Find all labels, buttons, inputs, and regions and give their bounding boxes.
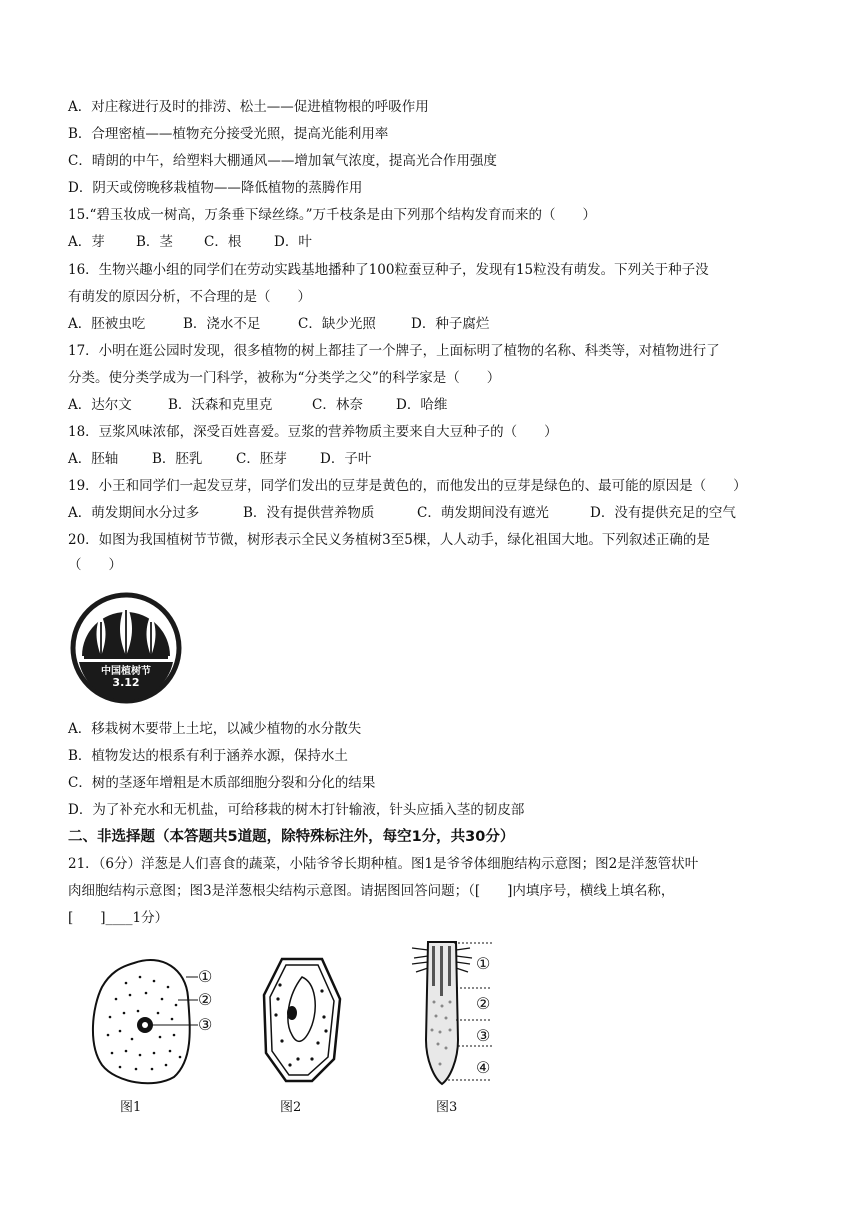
q16-options <box>68 315 489 333</box>
figure-3-caption: 图3 <box>436 1100 458 1115</box>
fig1-label-1: ① <box>198 967 213 986</box>
q20-stem-line1: 20．如图为我国植树节节微，树形表示全民义务植树3至5棵，人人动手，绿化祖国大地。下列叙述正确的是 <box>68 532 710 548</box>
q14-option-b: B．合理密植——植物充分接受光照，提高光能利用率 <box>68 126 389 142</box>
q15-stem: 15.“碧玉妆成一树高，万条垂下绿丝绦。”万千枝条是由下列那个结构发育而来的（ ） <box>68 207 597 223</box>
fig3-label-2: ② <box>476 994 491 1013</box>
q15-option-d: D．叶 <box>274 234 312 250</box>
fig1-label-2: ② <box>198 990 213 1009</box>
q20-option-d: D．为了补充水和无机盐，可给移栽的树木打针输液，针头应插入茎的韧皮部 <box>68 802 525 818</box>
q16-option-b: B．浇水不足 <box>183 316 261 332</box>
q17-option-d: D．哈维 <box>396 397 448 413</box>
fig3-label-3: ③ <box>476 1026 491 1045</box>
q21-stem-line3: [ ]____1分） <box>68 910 169 926</box>
q19-option-a: A．萌发期间水分过多 <box>68 505 200 521</box>
q16-stem-line2: 有萌发的原因分析，不合理的是（ ） <box>68 289 311 305</box>
q19-options <box>68 504 736 522</box>
figure-2-caption: 图2 <box>280 1100 302 1115</box>
figure-3-root-tip <box>410 940 510 1088</box>
logo-text: 中国植树节 <box>101 666 151 677</box>
q17-stem-line1: 17．小明在逛公园时发现，很多植物的树上都挂了一个牌子，上面标明了植物的名称、科类等，对植物进行了 <box>68 343 720 359</box>
q17-option-c: C．林奈 <box>312 397 363 413</box>
q15-options <box>68 233 312 251</box>
q18-option-b: B．胚乳 <box>152 451 203 467</box>
q14-option-c: C．晴朗的中午，给塑料大棚通风——增加氧气浓度，提高光合作用强度 <box>68 153 497 169</box>
q21-stem-line1: 21．（6分）洋葱是人们喜食的蔬菜，小陆爷爷长期种植。图1是爷爷体细胞结构示意图；图2是洋葱管状叶 <box>68 856 699 872</box>
q16-option-a: A．胚被虫吃 <box>68 316 146 332</box>
q21-stem-line2: 肉细胞结构示意图；图3是洋葱根尖结构示意图。请据图回答问题；（[ ]内填序号，横线上填名称， <box>68 883 675 899</box>
q20-option-a: A．移栽树木要带上土坨，以减少植物的水分散失 <box>68 721 362 737</box>
q18-option-a: A．胚轴 <box>68 451 119 467</box>
q19-option-b: B．没有提供营养物质 <box>243 505 375 521</box>
fig3-label-4: ④ <box>476 1058 491 1077</box>
q16-stem-line1: 16．生物兴趣小组的同学们在劳动实践基地播种了100粒蚕豆种子，发现有15粒没有萌发。下列关于种子没 <box>68 262 709 278</box>
q17-option-a: A．达尔文 <box>68 397 132 413</box>
q16-option-c: C．缺少光照 <box>298 316 376 332</box>
q19-stem: 19．小王和同学们一起发豆芽，同学们发出的豆芽是黄色的，而他发出的豆芽是绿色的、最可能的原因是（ ） <box>68 478 747 494</box>
q18-stem: 18．豆浆风味浓郁，深受百姓喜爱。豆浆的营养物质主要来自大豆种子的（ ） <box>68 424 558 440</box>
q18-options <box>68 450 371 468</box>
figure-1-animal-cell <box>90 955 220 1090</box>
q15-option-b: B．茎 <box>136 234 173 250</box>
q17-option-b: B．沃森和克里克 <box>168 397 273 413</box>
q20-stem-line2: （ ） <box>68 557 122 573</box>
q20-option-c: C．树的茎逐年增粗是木质部细胞分裂和分化的结果 <box>68 775 376 791</box>
figure-2-plant-cell <box>262 955 342 1085</box>
q15-option-c: C．根 <box>204 234 242 250</box>
q14-option-d: D．阴天或傍晚移栽植物——降低植物的蒸腾作用 <box>68 180 363 196</box>
fig1-label-3: ③ <box>198 1015 213 1034</box>
logo-date: 3.12 <box>112 676 140 689</box>
figure-1-caption: 图1 <box>120 1100 142 1115</box>
q15-option-a: A．芽 <box>68 234 105 250</box>
q19-option-c: C．萌发期间没有遮光 <box>417 505 549 521</box>
q19-option-d: D．没有提供充足的空气 <box>590 505 736 521</box>
fig3-label-1: ① <box>476 954 491 973</box>
q18-option-d: D．子叶 <box>320 451 372 467</box>
q16-option-d: D．种子腐烂 <box>411 316 490 332</box>
section-2-heading: 二、非选择题（本答题共5道题，除特殊标注外，每空1分，共30分） <box>68 829 515 845</box>
q17-options <box>68 396 447 414</box>
arbor-day-logo <box>70 592 182 704</box>
q20-option-b: B．植物发达的根系有利于涵养水源，保持水土 <box>68 748 348 764</box>
q18-option-c: C．胚芽 <box>236 451 287 467</box>
q17-stem-line2: 分类。使分类学成为一门科学，被称为“分类学之父”的科学家是（ ） <box>68 370 501 386</box>
q14-option-a: A．对庄稼进行及时的排涝、松土——促进植物根的呼吸作用 <box>68 99 429 115</box>
